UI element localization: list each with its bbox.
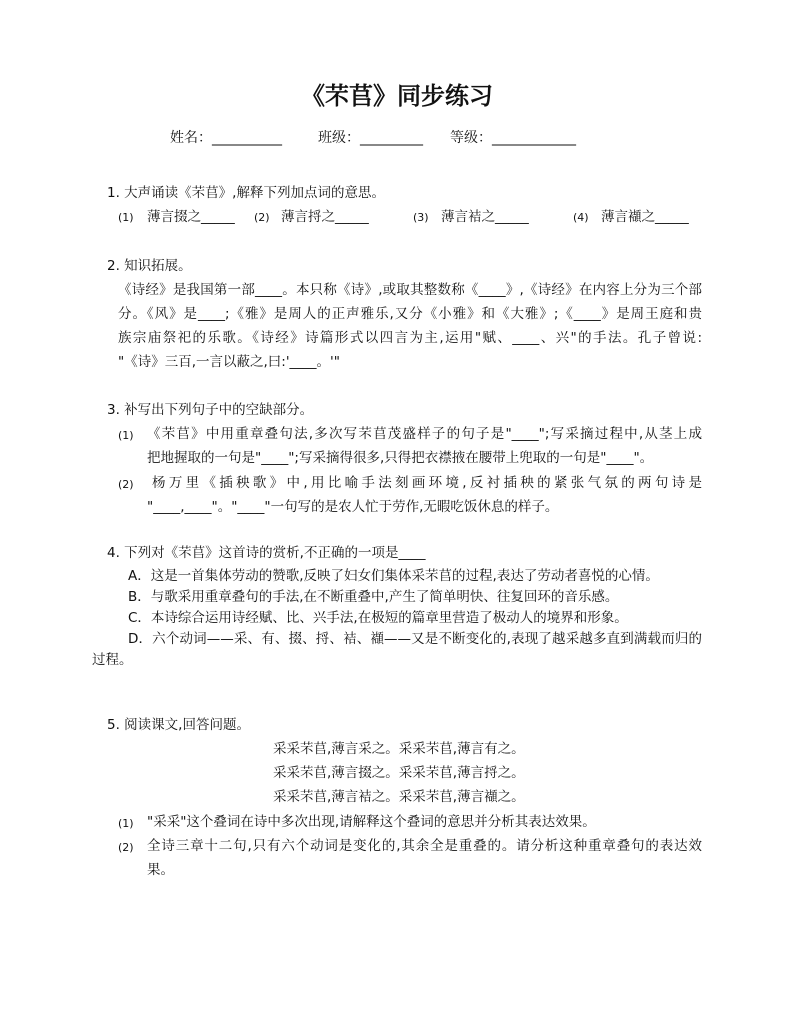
q1-item-3-num: (3) — [413, 211, 429, 224]
q3-item-2-line: 杨万里《插秧歌》中,用比喻手法刻画环境,反衬插秧的紧张气氛的两句诗是 — [152, 475, 702, 491]
class-field[interactable]: 班级：_________ — [318, 130, 423, 146]
q1-item-2[interactable]: 薄言捋之_____ — [281, 209, 369, 225]
q1-item-1[interactable]: 薄言掇之_____ — [147, 209, 235, 225]
name-field[interactable]: 姓名：__________ — [170, 130, 282, 146]
q4-option-c[interactable]: C．本诗综合运用诗经赋、比、兴手法,在极短的篇章里营造了极动人的境界和形象。 — [128, 610, 628, 626]
q2-line: 《诗经》是我国第一部____。本只称《诗》,或取其整数称《____》,《诗经》在内容上分为三个部 — [118, 282, 702, 298]
q5-item-2-num: (2) — [118, 841, 134, 854]
q1-item-1-num: (1) — [118, 211, 134, 224]
q3-stem: 3. 补写出下列句子中的空缺部分。 — [107, 402, 314, 418]
q1-stem: 1. 大声诵读《芣苢》,解释下列加点词的意思。 — [107, 185, 385, 201]
q4-option-a[interactable]: A．这是一首集体劳动的赞歌,反映了妇女们集体采芣苢的过程,表达了劳动者喜悦的心情。 — [128, 568, 659, 584]
grade-field[interactable]: 等级：____________ — [450, 130, 576, 146]
q4-stem: 4. 下列对《芣苢》这首诗的赏析,不正确的一项是____ — [107, 545, 426, 561]
q2-line: "《诗》三百,一言以蔽之,曰:'____。'" — [118, 354, 340, 370]
q1-item-4-num: (4) — [573, 211, 589, 224]
q1-item-4[interactable]: 薄言襭之_____ — [601, 209, 689, 225]
q5-stem: 5. 阅读课文,回答问题。 — [107, 717, 250, 733]
poem-line: 采采芣苢,薄言掇之。采采芣苢,薄言捋之。 — [273, 765, 525, 781]
q3-item-2-line: "____,____"。"____"一句写的是农人忙于劳作,无暇吃饭休息的样子。 — [147, 499, 559, 515]
q5-item-1-num: (1) — [118, 817, 134, 830]
q2-line: 族宗庙祭祀的乐歌。《诗经》诗篇形式以四言为主,运用"赋、____、兴"的手法。孔子曾说: — [118, 330, 702, 346]
q3-item-1-line: 把地握取的一句是"____";写采摘得很多,只得把衣襟掖在腰带上兜取的一句是"____"。 — [147, 450, 654, 466]
q2-stem: 2. 知识拓展。 — [107, 258, 192, 274]
q4-option-d-cont: 过程。 — [92, 652, 133, 668]
q3-item-1-line: 《芣苢》中用重章叠句法,多次写芣苢茂盛样子的句子是"____";写采摘过程中,从茎上成 — [147, 426, 702, 442]
q2-line: 分。《风》是____;《雅》是周人的正声雅乐,又分《小雅》和《大雅》;《____》是周王庭和贵 — [118, 306, 702, 322]
q5-item-2-line: 果。 — [147, 862, 174, 878]
poem-line: 采采芣苢,薄言袺之。采采芣苢,薄言襭之。 — [273, 789, 525, 805]
q1-item-2-num: (2) — [254, 211, 270, 224]
q5-item-1: "采采"这个叠词在诗中多次出现,请解释这个叠词的意思并分析其表达效果。 — [147, 814, 596, 830]
poem-line: 采采芣苢,薄言采之。采采芣苢,薄言有之。 — [273, 741, 525, 757]
page-title: 《芣苢》同步练习 — [301, 82, 493, 110]
q4-option-b[interactable]: B．与歌采用重章叠句的手法,在不断重叠中,产生了简单明快、往复回环的音乐感。 — [128, 589, 619, 605]
q4-option-d[interactable]: D．六个动词——采、有、掇、捋、袺、襭——又是不断变化的,表现了越采越多直到满载而归的 — [128, 631, 702, 647]
q3-item-1-num: (1) — [118, 429, 134, 442]
q5-item-2-line: 全诗三章十二句,只有六个动词是变化的,其余全是重叠的。请分析这种重章叠句的表达效 — [147, 838, 702, 854]
q1-item-3[interactable]: 薄言袺之_____ — [441, 209, 529, 225]
q3-item-2-num: (2) — [118, 478, 134, 491]
